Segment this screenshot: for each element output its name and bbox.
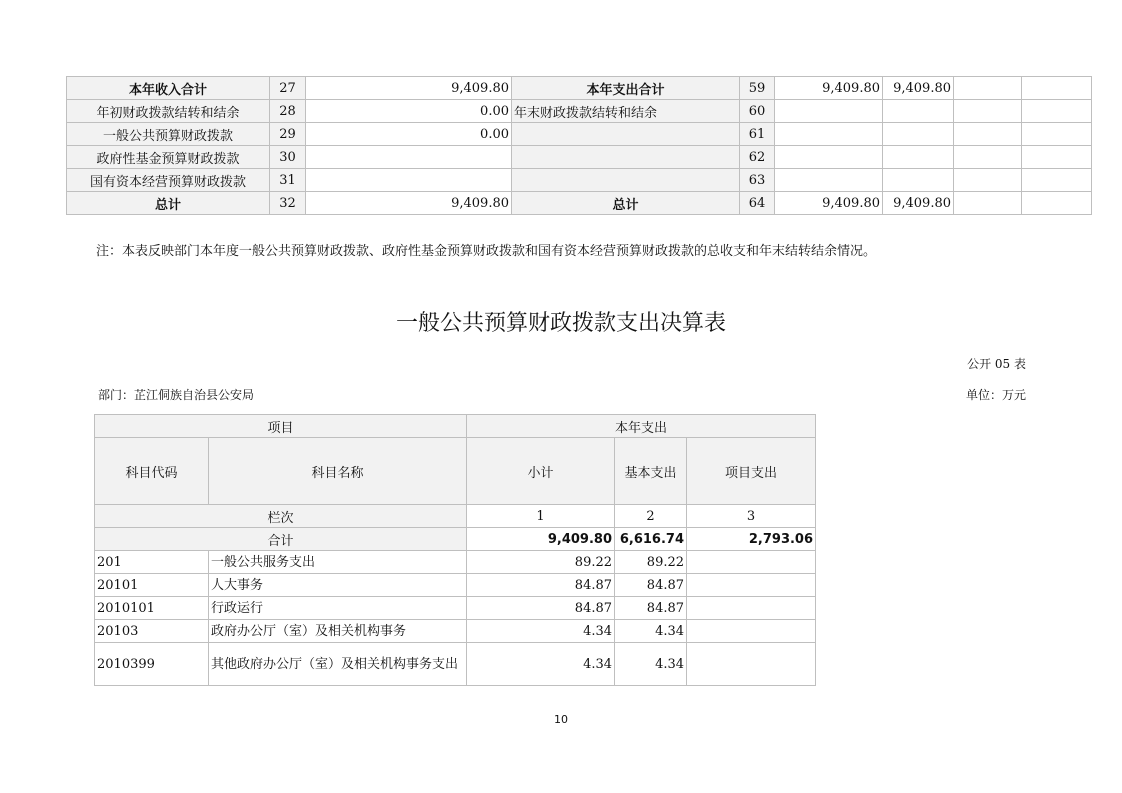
unit-label: 单位：万元 [965, 388, 1026, 402]
left-value: 9,409.80 [306, 192, 512, 215]
header-item: 项目 [95, 415, 467, 438]
column-index-1: 1 [467, 505, 615, 528]
summary-row [67, 77, 1092, 100]
header-subtotal: 小计 [467, 438, 615, 505]
right-label [512, 146, 740, 169]
right-value-1 [775, 123, 883, 146]
left-label: 年初财政拨款结转和结余 [67, 100, 270, 123]
column-index-2: 2 [615, 505, 687, 528]
item-project [687, 574, 816, 597]
item-name: 人大事务 [209, 574, 467, 597]
department-label: 部门：芷江侗族自治县公安局 [98, 388, 255, 402]
left-value: 0.00 [306, 100, 512, 123]
item-basic: 84.87 [615, 574, 687, 597]
page-number: 10 [554, 713, 568, 726]
item-basic: 4.34 [615, 620, 687, 643]
right-value-1 [775, 146, 883, 169]
item-basic: 4.34 [615, 643, 687, 686]
total-project: 2,793.06 [687, 528, 816, 551]
page-title: 一般公共预算财政拨款支出决算表 [395, 311, 726, 336]
item-basic: 89.22 [615, 551, 687, 574]
right-value-4 [1022, 146, 1092, 169]
right-value-3 [954, 169, 1022, 192]
header-code: 科目代码 [95, 438, 209, 505]
left-label: 政府性基金预算财政拨款 [67, 146, 270, 169]
right-label: 总计 [512, 192, 740, 215]
right-number: 62 [740, 146, 775, 169]
item-subtotal: 84.87 [467, 597, 615, 620]
item-subtotal: 84.87 [467, 574, 615, 597]
table-row [95, 643, 816, 686]
left-label: 国有资本经营预算财政拨款 [67, 169, 270, 192]
right-value-2: 9,409.80 [883, 192, 954, 215]
header-project: 项目支出 [687, 438, 816, 505]
summary-row [67, 146, 1092, 169]
item-code: 20103 [95, 620, 209, 643]
left-value [306, 169, 512, 192]
right-value-4 [1022, 77, 1092, 100]
item-code: 2010101 [95, 597, 209, 620]
left-label: 一般公共预算财政拨款 [67, 123, 270, 146]
table-note: 注：本表反映部门本年度一般公共预算财政拨款、政府性基金预算财政拨款和国有资本经营预算财政拨款的总收支和年末结转结余情况。 [96, 244, 877, 259]
left-label: 总计 [67, 192, 270, 215]
item-name: 一般公共服务支出 [209, 551, 467, 574]
left-label: 本年收入合计 [67, 77, 270, 100]
header-name: 科目名称 [209, 438, 467, 505]
right-value-2 [883, 123, 954, 146]
right-value-2 [883, 169, 954, 192]
left-number: 30 [270, 146, 306, 169]
right-number: 64 [740, 192, 775, 215]
right-value-4 [1022, 100, 1092, 123]
summary-row [67, 169, 1092, 192]
right-value-3 [954, 192, 1022, 215]
item-subtotal: 4.34 [467, 620, 615, 643]
item-code: 2010399 [95, 643, 209, 686]
header-basic: 基本支出 [615, 438, 687, 505]
item-code: 201 [95, 551, 209, 574]
left-value: 9,409.80 [306, 77, 512, 100]
right-value-1: 9,409.80 [775, 77, 883, 100]
table-row [95, 620, 816, 643]
table-row [95, 574, 816, 597]
right-value-1 [775, 100, 883, 123]
right-value-2: 9,409.80 [883, 77, 954, 100]
item-subtotal: 89.22 [467, 551, 615, 574]
left-number: 29 [270, 123, 306, 146]
left-value [306, 146, 512, 169]
left-number: 32 [270, 192, 306, 215]
right-label: 本年支出合计 [512, 77, 740, 100]
item-project [687, 620, 816, 643]
right-number: 63 [740, 169, 775, 192]
summary-row [67, 192, 1092, 215]
item-name: 其他政府办公厅（室）及相关机构事务支出 [209, 643, 467, 686]
table-row [95, 551, 816, 574]
right-value-2 [883, 146, 954, 169]
item-basic: 84.87 [615, 597, 687, 620]
header-year-expense: 本年支出 [467, 415, 816, 438]
right-number: 60 [740, 100, 775, 123]
right-label: 年末财政拨款结转和结余 [512, 100, 740, 123]
column-index-3: 3 [687, 505, 816, 528]
expense-table [94, 414, 816, 686]
summary-row [67, 123, 1092, 146]
item-name: 政府办公厅（室）及相关机构事务 [209, 620, 467, 643]
right-value-2 [883, 100, 954, 123]
item-subtotal: 4.34 [467, 643, 615, 686]
total-basic: 6,616.74 [615, 528, 687, 551]
right-value-1: 9,409.80 [775, 192, 883, 215]
form-number: 公开 05 表 [967, 357, 1026, 371]
right-number: 59 [740, 77, 775, 100]
left-number: 27 [270, 77, 306, 100]
total-label: 合计 [95, 528, 467, 551]
left-number: 31 [270, 169, 306, 192]
right-value-3 [954, 146, 1022, 169]
table-row [95, 597, 816, 620]
right-value-3 [954, 123, 1022, 146]
right-number: 61 [740, 123, 775, 146]
right-value-4 [1022, 192, 1092, 215]
right-value-3 [954, 77, 1022, 100]
summary-table [66, 76, 1092, 215]
left-number: 28 [270, 100, 306, 123]
header-row-label: 栏次 [95, 505, 467, 528]
right-label [512, 169, 740, 192]
right-value-3 [954, 100, 1022, 123]
item-project [687, 597, 816, 620]
left-value: 0.00 [306, 123, 512, 146]
item-code: 20101 [95, 574, 209, 597]
summary-row [67, 100, 1092, 123]
right-label [512, 123, 740, 146]
right-value-4 [1022, 123, 1092, 146]
item-project [687, 551, 816, 574]
right-value-1 [775, 169, 883, 192]
total-subtotal: 9,409.80 [467, 528, 615, 551]
item-name: 行政运行 [209, 597, 467, 620]
item-project [687, 643, 816, 686]
right-value-4 [1022, 169, 1092, 192]
